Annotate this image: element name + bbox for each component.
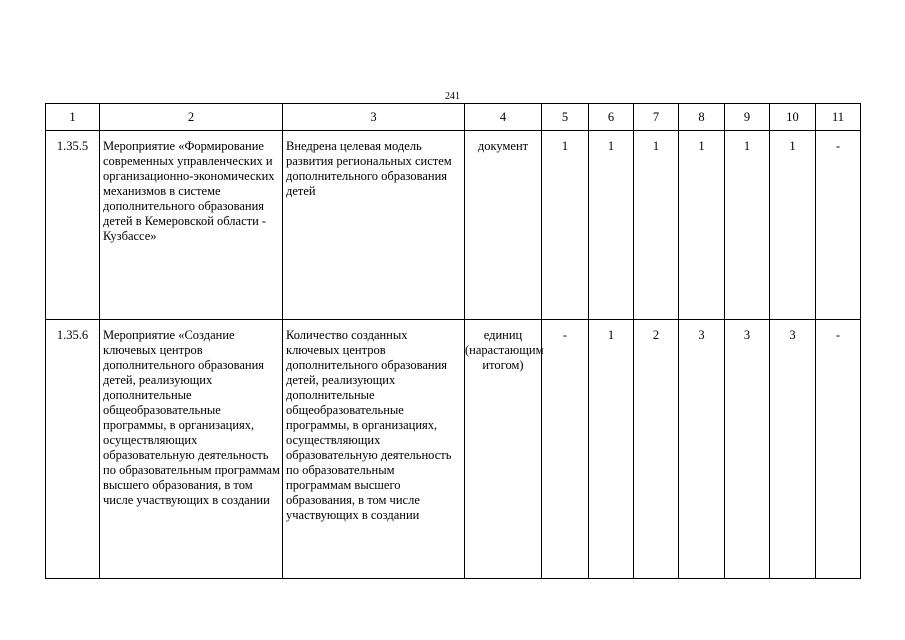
- value-cell: 3: [679, 320, 725, 579]
- table-header-row: [46, 104, 861, 131]
- indicators-table: [45, 103, 861, 579]
- column-header: 7: [634, 104, 679, 131]
- value-cell: 3: [770, 320, 816, 579]
- page-number: 241: [445, 91, 460, 102]
- event-text: Мероприятие «Создание ключевых центров дополнительного образования детей, реализующих дополнительные общеобразовательные программы, в организациях, осуществляющих образовательную деятельность по образовательным программам высшего образования, в том числе участвующих в создании: [103, 328, 280, 507]
- value-cell: 1: [589, 131, 634, 320]
- value-cell: 1: [679, 131, 725, 320]
- value-cell: -: [816, 131, 861, 320]
- unit-cell: единиц (нарастающим итогом): [465, 320, 542, 579]
- column-header: 1: [46, 104, 100, 131]
- unit-cell: документ: [465, 131, 542, 320]
- value-cell: 1: [634, 131, 679, 320]
- column-header: 11: [816, 104, 861, 131]
- column-header: 2: [100, 104, 283, 131]
- table-row: [46, 131, 861, 320]
- indicator-cell: [283, 320, 465, 579]
- value-cell: 1: [770, 131, 816, 320]
- column-header: 10: [770, 104, 816, 131]
- value-cell: 1: [542, 131, 589, 320]
- value-cell: 1: [725, 131, 770, 320]
- value-cell: 1: [589, 320, 634, 579]
- event-cell: [100, 320, 283, 579]
- event-text: Мероприятие «Формирование современных управленческих и организационно-экономических механизмов в системе дополнительного образования детей в Кемеровской области - Кузбассе»: [103, 139, 275, 243]
- column-header: 6: [589, 104, 634, 131]
- row-id: 1.35.5: [46, 131, 100, 320]
- event-cell: [100, 131, 283, 320]
- table-row: [46, 320, 861, 579]
- row-id: 1.35.6: [46, 320, 100, 579]
- value-cell: -: [542, 320, 589, 579]
- column-header: 8: [679, 104, 725, 131]
- indicator-cell: [283, 131, 465, 320]
- column-header: 9: [725, 104, 770, 131]
- value-cell: -: [816, 320, 861, 579]
- value-cell: 3: [725, 320, 770, 579]
- column-header: 5: [542, 104, 589, 131]
- column-header: 4: [465, 104, 542, 131]
- indicator-text: Внедрена целевая модель развития региональных систем дополнительного образования детей: [286, 139, 452, 198]
- column-header: 3: [283, 104, 465, 131]
- value-cell: 2: [634, 320, 679, 579]
- indicator-text: Количество созданных ключевых центров дополнительного образования детей, реализующих дополнительные общеобразовательные программы, в организациях, осуществляющих образовательную деятельность по образовательным программам высшего образования, в том числе участвующих в создании: [286, 328, 452, 522]
